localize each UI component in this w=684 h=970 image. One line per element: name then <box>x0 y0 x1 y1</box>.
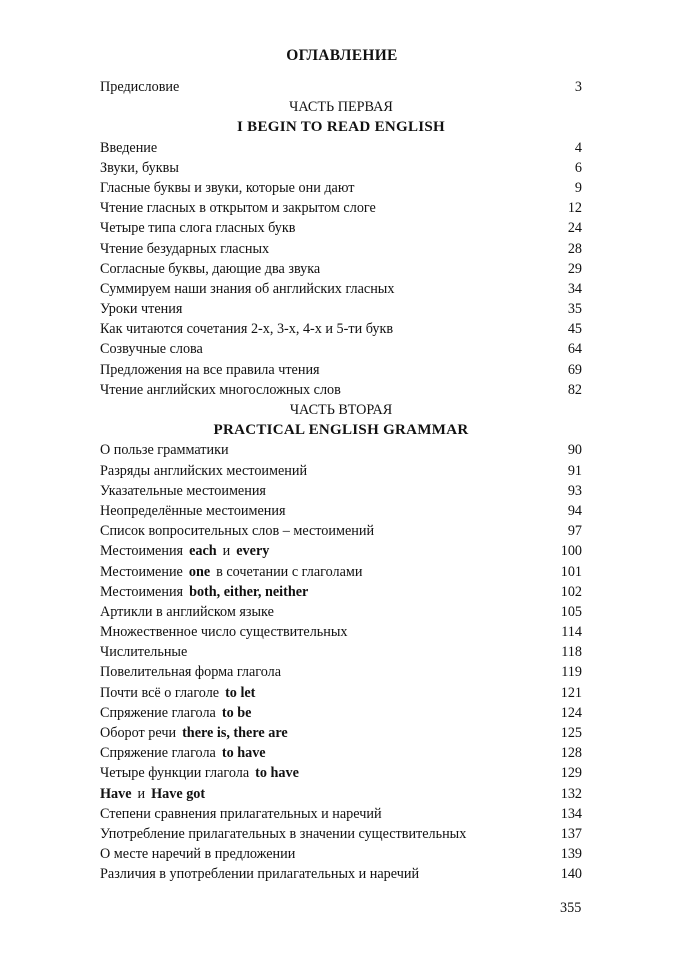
toc-entry <box>100 703 582 723</box>
toc-entry-page: 134 <box>560 805 582 822</box>
toc-entry-title <box>100 642 187 662</box>
toc-entry-label: Указательные местоимения <box>100 482 266 499</box>
toc-entry-label: Повелительная форма глагола <box>100 664 282 681</box>
toc-entry-label: Спряжение глагола <box>100 704 216 721</box>
toc-entry-page: 128 <box>560 745 582 762</box>
toc-entry-keyword: Have got <box>151 785 206 802</box>
toc-entry-title <box>100 743 266 763</box>
toc-entry-page: 12 <box>567 200 582 217</box>
toc-entry-page: 9 <box>574 179 582 196</box>
toc-entry-title <box>100 844 295 864</box>
toc-entry-keyword: to have <box>255 765 299 782</box>
toc-entry-keyword: one <box>188 563 211 580</box>
toc-entry-page: 93 <box>567 482 582 499</box>
toc-entry-label: Множественное число существительных <box>100 624 348 641</box>
toc-entry-label: Согласные буквы, дающие два звука <box>100 260 321 277</box>
toc-entry-title <box>100 158 179 178</box>
toc-entry-page: 97 <box>567 523 582 540</box>
toc-entry-page: 124 <box>560 704 582 721</box>
toc-entry <box>100 481 582 501</box>
toc-entry-page: 114 <box>561 624 582 641</box>
toc-entry <box>100 380 582 400</box>
toc-entry-page: 69 <box>567 361 582 378</box>
toc-entry-title <box>100 763 299 783</box>
toc-entry-title <box>100 279 394 299</box>
toc-entry-title <box>100 360 320 380</box>
toc-entry-label: Почти всё о глаголе <box>100 684 220 701</box>
toc-entry-title <box>100 622 348 642</box>
toc-entry-title <box>100 562 362 582</box>
toc-entry <box>100 138 582 158</box>
toc-entry-page: 100 <box>560 543 582 560</box>
toc-entry-page: 129 <box>560 765 582 782</box>
toc-entry-label: Четыре типа слога гласных букв <box>100 220 296 237</box>
toc-entry <box>100 683 582 703</box>
toc-entry-title <box>100 602 274 622</box>
toc-entry-label: Звуки, буквы <box>100 159 179 176</box>
page-title: ОГЛАВЛЕНИЕ <box>286 47 398 64</box>
toc-entry-page: 118 <box>561 644 582 661</box>
toc-entry <box>100 784 582 804</box>
page-number: 355 <box>560 900 582 916</box>
toc-entry-keyword: to have <box>221 745 266 762</box>
toc-entry <box>100 178 582 198</box>
part1-entries <box>100 138 582 400</box>
toc-entry <box>100 501 582 521</box>
toc-entry-title <box>100 461 307 481</box>
toc-entry-title <box>100 178 354 198</box>
part1-heading: ЧАСТЬ ПЕРВАЯ <box>289 99 393 116</box>
toc-entry-page: 139 <box>560 846 582 863</box>
toc-entry-title <box>100 299 182 319</box>
toc-entry-keyword: to be <box>221 704 252 721</box>
toc-entry-label: Введение <box>100 139 158 156</box>
toc-entry-title <box>100 198 376 218</box>
toc-entry-title <box>100 319 393 339</box>
toc-entry-label: Степени сравнения прилагательных и наречий <box>100 805 382 822</box>
toc-entry-page: 90 <box>567 442 582 459</box>
toc-entry-title <box>100 339 203 359</box>
toc-entry-page: 24 <box>567 220 582 237</box>
toc-entry <box>100 319 582 339</box>
toc-entry-label: Артикли в английском языке <box>100 603 274 620</box>
toc-entry <box>100 723 582 743</box>
toc-entry-label: Предисловие <box>100 79 180 95</box>
toc-entry-page: 125 <box>560 725 582 741</box>
toc-entry <box>100 804 582 824</box>
toc-entry-page: 105 <box>560 603 582 620</box>
toc-entry-page: 45 <box>567 321 582 338</box>
toc-entry <box>100 662 582 682</box>
toc-entry <box>100 622 582 642</box>
toc-entry-title <box>100 703 251 723</box>
toc-entry-label: Список вопросительных слов – местоимений <box>100 523 375 540</box>
toc-entry-label: Оборот речи <box>100 725 177 741</box>
toc-entry <box>100 743 582 763</box>
toc-entry-page: 101 <box>560 563 582 580</box>
toc-entry <box>100 259 582 279</box>
toc-entry-keyword: every <box>236 543 270 560</box>
toc-entry <box>100 864 582 884</box>
toc-entry-page: 64 <box>567 341 582 358</box>
part2-heading: ЧАСТЬ ВТОРАЯ <box>289 402 393 418</box>
toc-entry-title <box>100 683 255 703</box>
toc-entry-title <box>100 481 266 501</box>
toc-entry-title <box>100 380 341 400</box>
toc-entry-title <box>100 541 269 561</box>
toc-entry-preface <box>100 77 582 97</box>
toc-entry-title <box>100 259 320 279</box>
toc-entry <box>100 158 582 178</box>
toc-entry-page: 34 <box>567 280 582 297</box>
toc-entry-label: Употребление прилагательных в значении существительных <box>100 825 467 842</box>
toc-entry-page: 4 <box>574 139 582 156</box>
toc-entry <box>100 279 582 299</box>
toc-entry-title <box>100 864 419 884</box>
toc-entry-page: 29 <box>567 260 582 277</box>
toc-entry-label: Как читаются сочетания 2-х, 3-х, 4-х и 5-ти букв <box>100 321 394 338</box>
toc-entry-label: и <box>137 785 146 802</box>
table-of-contents <box>100 77 582 885</box>
toc-entry-keyword: both, either, neither <box>189 583 309 600</box>
toc-entry <box>100 844 582 864</box>
toc-entry <box>100 360 582 380</box>
toc-entry-label: в сочетании с глаголами <box>216 563 363 580</box>
toc-entry-label: Неопределённые местоимения <box>100 502 286 519</box>
toc-entry-title <box>100 582 308 602</box>
toc-entry-page: 91 <box>567 462 582 479</box>
toc-entry-label: Предложения на все правила чтения <box>100 361 320 378</box>
toc-entry <box>100 521 582 541</box>
toc-entry-title <box>100 784 205 804</box>
toc-entry-label: Чтение английских многосложных слов <box>100 381 341 398</box>
toc-entry-keyword: each <box>189 543 217 560</box>
toc-entry-title <box>100 723 288 743</box>
toc-entry-page: 121 <box>560 684 582 701</box>
toc-entry-page: 132 <box>560 785 582 802</box>
toc-entry-title <box>100 440 229 460</box>
toc-entry-label: Созвучные слова <box>100 341 203 358</box>
toc-entry-label: Уроки чтения <box>100 301 183 318</box>
part2-title: PRACTICAL ENGLISH GRAMMAR <box>213 422 469 439</box>
toc-entry-label: Суммируем наши знания об английских гласных <box>100 280 395 297</box>
toc-entry-title <box>100 239 269 259</box>
toc-entry-label: Местоимения <box>100 543 184 560</box>
toc-entry-page: 28 <box>567 240 582 257</box>
part1-title: I BEGIN TO READ ENGLISH <box>236 119 446 136</box>
toc-entry-title <box>100 501 286 521</box>
toc-entry-page: 137 <box>560 825 582 842</box>
toc-entry-label: Гласные буквы и звуки, которые они дают <box>100 179 355 196</box>
part2-entries <box>100 440 582 884</box>
toc-entry-page: 119 <box>561 664 582 681</box>
toc-entry <box>100 541 582 561</box>
toc-entry-title <box>100 521 374 541</box>
toc-entry-label: Различия в употреблении прилагательных и наречий <box>100 866 420 883</box>
toc-entry <box>100 824 582 844</box>
toc-entry <box>100 339 582 359</box>
toc-entry <box>100 299 582 319</box>
toc-entry <box>100 582 582 602</box>
toc-entry-page: 6 <box>574 159 582 176</box>
toc-entry-keyword: to let <box>225 684 256 701</box>
toc-entry <box>100 602 582 622</box>
toc-entry-title <box>100 138 157 158</box>
toc-entry-label: О месте наречий в предложении <box>100 846 296 863</box>
toc-entry <box>100 218 582 238</box>
toc-entry-label: Числительные <box>100 644 188 661</box>
toc-entry-title <box>100 824 466 844</box>
toc-entry <box>100 461 582 481</box>
toc-entry <box>100 763 582 783</box>
toc-entry-title <box>100 804 382 824</box>
toc-entry-keyword: there is, there are <box>182 725 288 741</box>
toc-entry-page: 94 <box>567 502 582 519</box>
toc-entry-label: Четыре функции глагола <box>100 765 250 782</box>
toc-entry <box>100 198 582 218</box>
toc-entry-label: и <box>222 543 231 560</box>
toc-entry-label: Местоимение <box>100 563 183 580</box>
toc-entry-page: 35 <box>567 301 582 318</box>
toc-entry-page: 3 <box>574 79 582 95</box>
toc-entry-label: О пользе грамматики <box>100 442 229 459</box>
toc-entry-title <box>100 218 295 238</box>
toc-entry-page: 82 <box>567 381 582 398</box>
toc-entry-page: 102 <box>560 583 582 600</box>
toc-entry <box>100 440 582 460</box>
toc-entry-label: Чтение гласных в открытом и закрытом слоге <box>100 200 376 217</box>
toc-entry <box>100 562 582 582</box>
toc-entry <box>100 642 582 662</box>
toc-entry-label: Местоимения <box>100 583 184 600</box>
toc-entry-keyword: Have <box>100 785 132 802</box>
toc-entry <box>100 239 582 259</box>
toc-entry-label: Чтение безударных гласных <box>100 240 270 257</box>
toc-entry-label: Разряды английских местоимений <box>100 462 308 479</box>
toc-entry-title <box>100 662 281 682</box>
toc-entry-label: Спряжение глагола <box>100 745 216 762</box>
toc-entry-page: 140 <box>560 866 582 883</box>
